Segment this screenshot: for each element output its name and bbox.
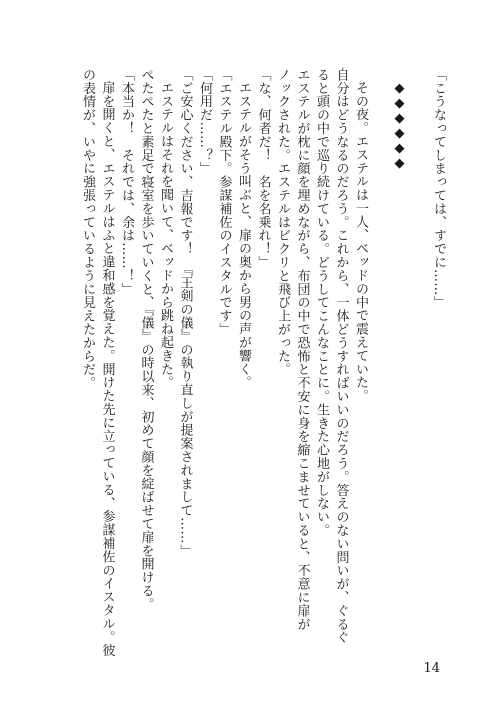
section-break-diamonds: ◆◆◆◆◆◆ bbox=[392, 81, 407, 171]
dialogue-line: 「な、何者だ！ 名を名乗れ！」 bbox=[255, 68, 271, 269]
text-line: ると頭の中で巡り続けている。どうしてこんなことに。生きた心地がしない。 bbox=[314, 68, 329, 537]
text-line: ぺたぺたと素足で寝室を歩いていくと、『儀』の時以来、初めて顔を綻ばせて扉を開ける。 bbox=[138, 68, 154, 611]
dialogue-line: 「ご安心ください、吉報です！ 『王剣の儀』の執り直しが提案されまして……」 bbox=[177, 68, 193, 558]
vertical-text-body bbox=[78, 68, 449, 658]
blank-line bbox=[409, 68, 429, 658]
text-line: ノックされた。エステルはビクリと飛び上がった。 bbox=[275, 68, 290, 377]
page-number: 14 bbox=[423, 661, 440, 676]
dialogue-line: 「エステル殿下。参謀補佐のイスタルです」 bbox=[216, 68, 232, 336]
text-line: その夜。エステルは一人、ベッドの中で震えていた。 bbox=[353, 81, 368, 403]
dialogue-line: 「何用だ……？」 bbox=[197, 68, 212, 176]
dialogue-line: 「本当か！ それでは、余は……！」 bbox=[119, 68, 134, 296]
text-line: エステルが枕に顔を埋めながら、布団の中で恐怖と不安に身を縮こませていると、不意に扉が bbox=[294, 68, 310, 631]
text-line: 扉を開くと、エステルはふと違和感を覚えた。開けた先に立っている、参謀補佐のイスタル。彼 bbox=[99, 81, 115, 658]
text-line: エステルがそう叫ぶと、扉の奥から男の声が響く。 bbox=[236, 81, 251, 390]
text-line: エステルはそれを聞いて、ベッドから跳ね起きた。 bbox=[158, 81, 173, 390]
text-line: の表情が、いやに強張っているように見えたからだ。 bbox=[80, 68, 95, 390]
blank-line bbox=[370, 68, 390, 658]
text-line: 「こうなってしまっては、すでに……」 bbox=[431, 68, 446, 310]
text-line: 自分はどうなるのだろう。これから、一体どうすればいいのだろう。答えのない問いが、ぐるぐ bbox=[333, 68, 349, 645]
